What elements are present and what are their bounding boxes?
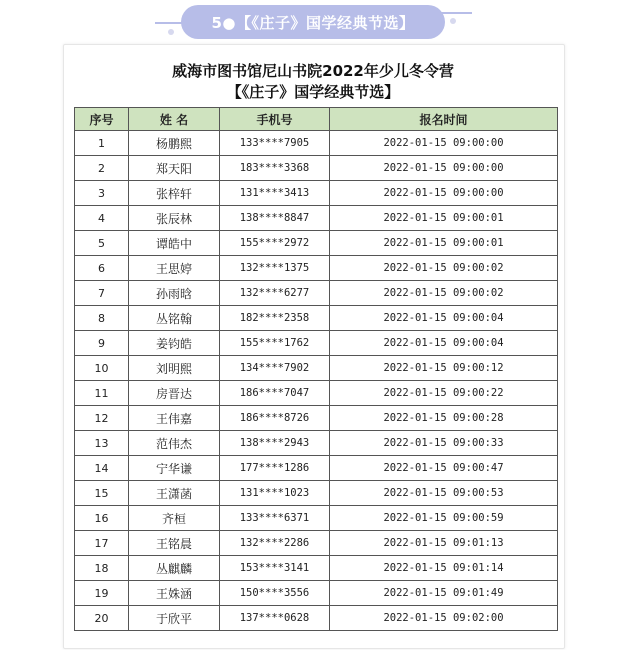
section-banner	[181, 5, 445, 39]
row-index: 1	[75, 131, 129, 156]
row-phone: 133****7905	[220, 131, 330, 156]
row-phone: 134****7902	[220, 356, 330, 381]
row-time: 2022-01-15 09:00:47	[330, 456, 558, 481]
row-phone: 150****3556	[220, 581, 330, 606]
row-phone: 155****1762	[220, 331, 330, 356]
row-time: 2022-01-15 09:00:33	[330, 431, 558, 456]
row-index: 6	[75, 256, 129, 281]
row-name: 王铭晨	[129, 531, 220, 556]
row-name: 张梓轩	[129, 181, 220, 206]
row-name: 齐桓	[129, 506, 220, 531]
table-row	[75, 531, 558, 556]
row-phone: 132****6277	[220, 281, 330, 306]
row-index: 18	[75, 556, 129, 581]
row-index: 14	[75, 456, 129, 481]
row-phone: 131****3413	[220, 181, 330, 206]
row-time: 2022-01-15 09:00:12	[330, 356, 558, 381]
table-row	[75, 456, 558, 481]
row-name: 王潇菡	[129, 481, 220, 506]
table-body	[75, 131, 558, 631]
row-time: 2022-01-15 09:00:04	[330, 331, 558, 356]
row-time: 2022-01-15 09:00:59	[330, 506, 558, 531]
row-name: 谭皓中	[129, 231, 220, 256]
row-name: 郑天阳	[129, 156, 220, 181]
table-row	[75, 206, 558, 231]
table-row	[75, 481, 558, 506]
table-row	[75, 506, 558, 531]
row-phone: 131****1023	[220, 481, 330, 506]
table-row	[75, 581, 558, 606]
row-time: 2022-01-15 09:00:02	[330, 256, 558, 281]
row-time: 2022-01-15 09:01:13	[330, 531, 558, 556]
row-index: 5	[75, 231, 129, 256]
table-row	[75, 606, 558, 631]
row-index: 16	[75, 506, 129, 531]
row-name: 于欣平	[129, 606, 220, 631]
row-phone: 186****8726	[220, 406, 330, 431]
row-index: 12	[75, 406, 129, 431]
row-phone: 186****7047	[220, 381, 330, 406]
row-time: 2022-01-15 09:01:49	[330, 581, 558, 606]
banner-dot-right	[450, 18, 456, 24]
banner-decoration-right	[440, 12, 472, 14]
row-time: 2022-01-15 09:01:14	[330, 556, 558, 581]
row-index: 9	[75, 331, 129, 356]
row-phone: 155****2972	[220, 231, 330, 256]
table-row	[75, 306, 558, 331]
header-index: 序号	[75, 108, 129, 131]
table-row	[75, 381, 558, 406]
row-phone: 182****2358	[220, 306, 330, 331]
row-name: 丛铭翰	[129, 306, 220, 331]
row-phone: 153****3141	[220, 556, 330, 581]
row-index: 4	[75, 206, 129, 231]
row-index: 20	[75, 606, 129, 631]
banner-dot-left	[168, 29, 174, 35]
row-name: 宁华谦	[129, 456, 220, 481]
row-index: 8	[75, 306, 129, 331]
row-time: 2022-01-15 09:00:01	[330, 231, 558, 256]
header-name: 姓 名	[129, 108, 220, 131]
row-index: 19	[75, 581, 129, 606]
row-phone: 183****3368	[220, 156, 330, 181]
row-index: 11	[75, 381, 129, 406]
section-banner-label: 5●【《庄子》国学经典节选】	[211, 13, 415, 32]
row-index: 13	[75, 431, 129, 456]
row-time: 2022-01-15 09:00:53	[330, 481, 558, 506]
row-index: 10	[75, 356, 129, 381]
row-name: 房晋达	[129, 381, 220, 406]
header-time: 报名时间	[330, 108, 558, 131]
document-subtitle: 【《庄子》国学经典节选】	[226, 83, 400, 101]
table-row	[75, 331, 558, 356]
row-index: 15	[75, 481, 129, 506]
row-index: 7	[75, 281, 129, 306]
table-row	[75, 231, 558, 256]
row-name: 丛麒麟	[129, 556, 220, 581]
table-row	[75, 181, 558, 206]
row-phone: 137****0628	[220, 606, 330, 631]
table-row	[75, 406, 558, 431]
table-row	[75, 356, 558, 381]
table-row	[75, 256, 558, 281]
table-row	[75, 556, 558, 581]
row-index: 3	[75, 181, 129, 206]
row-phone: 133****6371	[220, 506, 330, 531]
table-header-row	[75, 108, 558, 131]
table-row	[75, 156, 558, 181]
row-name: 刘明熙	[129, 356, 220, 381]
table-row	[75, 431, 558, 456]
row-time: 2022-01-15 09:02:00	[330, 606, 558, 631]
row-time: 2022-01-15 09:00:00	[330, 181, 558, 206]
row-time: 2022-01-15 09:00:28	[330, 406, 558, 431]
row-phone: 138****8847	[220, 206, 330, 231]
row-time: 2022-01-15 09:00:22	[330, 381, 558, 406]
row-name: 姜钧皓	[129, 331, 220, 356]
row-time: 2022-01-15 09:00:00	[330, 156, 558, 181]
row-name: 范伟杰	[129, 431, 220, 456]
row-phone: 177****1286	[220, 456, 330, 481]
header-phone: 手机号	[220, 108, 330, 131]
table-row	[75, 281, 558, 306]
row-name: 王思婷	[129, 256, 220, 281]
row-name: 孙雨晗	[129, 281, 220, 306]
row-time: 2022-01-15 09:00:04	[330, 306, 558, 331]
row-name: 王伟嘉	[129, 406, 220, 431]
row-name: 杨鹏熙	[129, 131, 220, 156]
row-phone: 132****1375	[220, 256, 330, 281]
registration-table	[74, 107, 558, 631]
row-phone: 138****2943	[220, 431, 330, 456]
row-time: 2022-01-15 09:00:00	[330, 131, 558, 156]
row-index: 2	[75, 156, 129, 181]
document-title: 威海市图书馆尼山书院2022年少儿冬令营	[172, 62, 454, 80]
table-row	[75, 131, 558, 156]
row-phone: 132****2286	[220, 531, 330, 556]
row-index: 17	[75, 531, 129, 556]
row-time: 2022-01-15 09:00:02	[330, 281, 558, 306]
row-time: 2022-01-15 09:00:01	[330, 206, 558, 231]
row-name: 王姝涵	[129, 581, 220, 606]
row-name: 张辰林	[129, 206, 220, 231]
